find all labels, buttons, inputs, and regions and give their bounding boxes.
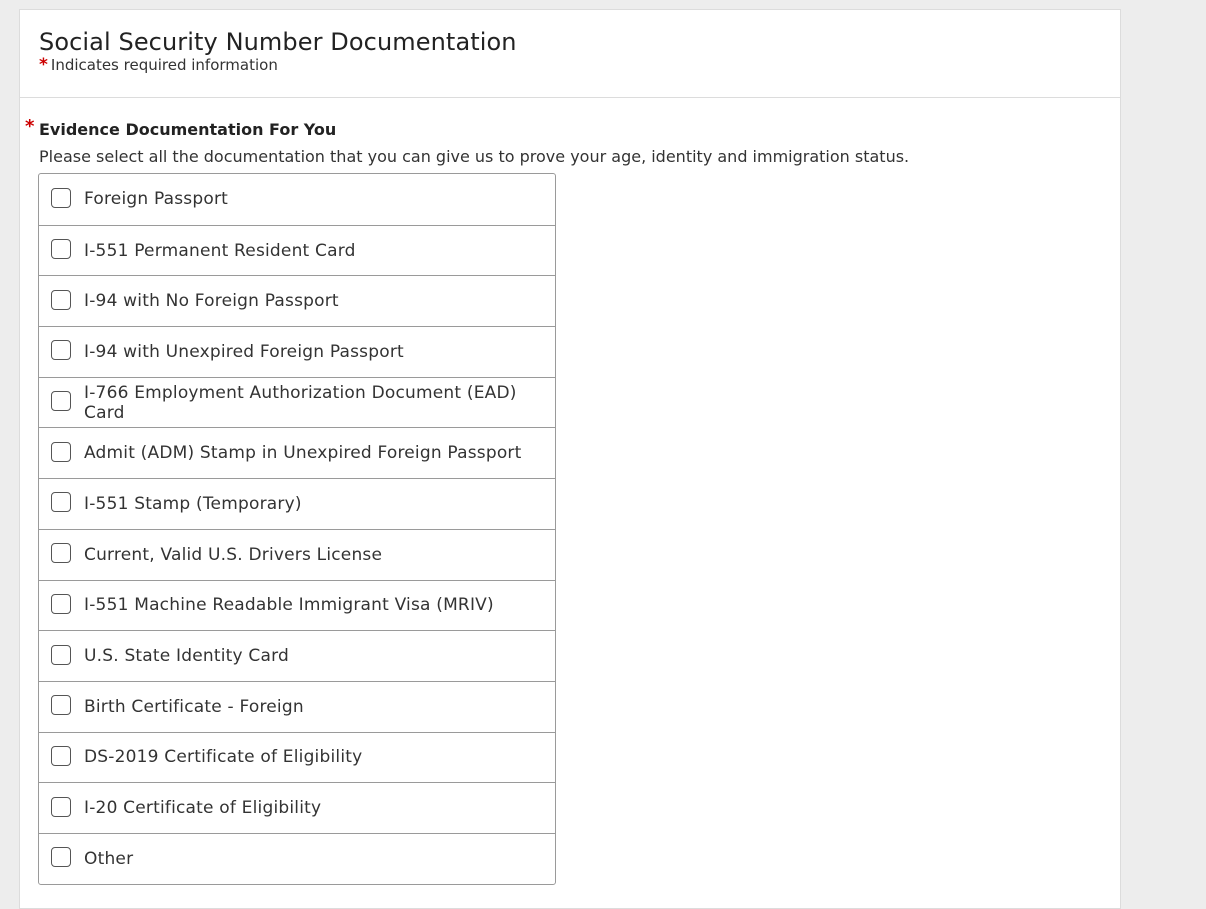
card-header bbox=[20, 10, 1120, 98]
option-row[interactable] bbox=[39, 580, 555, 631]
checkbox[interactable] bbox=[51, 543, 71, 563]
option-row[interactable] bbox=[39, 782, 555, 833]
checkbox[interactable] bbox=[51, 188, 71, 208]
checkbox[interactable] bbox=[51, 847, 71, 867]
option-row[interactable] bbox=[39, 225, 555, 276]
checkbox[interactable] bbox=[51, 492, 71, 512]
option-row[interactable] bbox=[39, 478, 555, 529]
checkbox[interactable] bbox=[51, 695, 71, 715]
checkbox[interactable] bbox=[51, 340, 71, 360]
required-note bbox=[39, 56, 1120, 74]
option-row[interactable] bbox=[39, 732, 555, 783]
option-row[interactable] bbox=[39, 377, 555, 428]
checkbox[interactable] bbox=[51, 239, 71, 259]
option-row[interactable] bbox=[39, 681, 555, 732]
section-title bbox=[20, 118, 1120, 142]
option-label[interactable]: DS-2019 Certificate of Eligibility bbox=[84, 747, 363, 768]
option-label[interactable]: Birth Certificate - Foreign bbox=[84, 696, 304, 717]
option-label[interactable]: Admit (ADM) Stamp in Unexpired Foreign Passport bbox=[84, 443, 522, 464]
documentation-options-list bbox=[38, 173, 556, 885]
required-asterisk: * bbox=[25, 116, 35, 137]
evidence-section bbox=[20, 118, 1120, 168]
section-title-text: Evidence Documentation For You bbox=[39, 120, 337, 139]
option-label[interactable]: U.S. State Identity Card bbox=[84, 646, 289, 667]
option-row[interactable] bbox=[39, 427, 555, 478]
section-description: Please select all the documentation that you can give us to prove your age, identity and immigration status. bbox=[39, 147, 910, 166]
option-label[interactable]: Other bbox=[84, 848, 134, 869]
option-row[interactable] bbox=[39, 833, 555, 884]
required-asterisk: * bbox=[39, 55, 48, 75]
option-row[interactable] bbox=[39, 275, 555, 326]
option-row[interactable] bbox=[39, 630, 555, 681]
option-label[interactable]: Foreign Passport bbox=[84, 189, 229, 210]
option-label[interactable]: I-94 with Unexpired Foreign Passport bbox=[84, 341, 404, 362]
checkbox[interactable] bbox=[51, 594, 71, 614]
checkbox[interactable] bbox=[51, 797, 71, 817]
checkbox[interactable] bbox=[51, 290, 71, 310]
option-row[interactable] bbox=[39, 529, 555, 580]
page-title: Social Security Number Documentation bbox=[39, 28, 517, 56]
option-label[interactable]: I-20 Certificate of Eligibility bbox=[84, 798, 322, 819]
option-label[interactable]: Current, Valid U.S. Drivers License bbox=[84, 544, 383, 565]
required-note-text: Indicates required information bbox=[50, 56, 278, 74]
checkbox[interactable] bbox=[51, 442, 71, 462]
checkbox[interactable] bbox=[51, 746, 71, 766]
option-label[interactable]: I-94 with No Foreign Passport bbox=[84, 291, 339, 312]
option-label[interactable]: I-551 Stamp (Temporary) bbox=[84, 493, 302, 514]
checkbox[interactable] bbox=[51, 645, 71, 665]
checkbox[interactable] bbox=[51, 391, 71, 411]
option-label[interactable]: I-766 Employment Authorization Document (EAD) Card bbox=[84, 382, 517, 423]
option-row[interactable] bbox=[39, 326, 555, 377]
option-label[interactable]: I-551 Permanent Resident Card bbox=[84, 240, 356, 261]
form-card bbox=[19, 9, 1121, 909]
option-label[interactable]: I-551 Machine Readable Immigrant Visa (MRIV) bbox=[84, 595, 494, 616]
option-row[interactable] bbox=[39, 174, 555, 225]
